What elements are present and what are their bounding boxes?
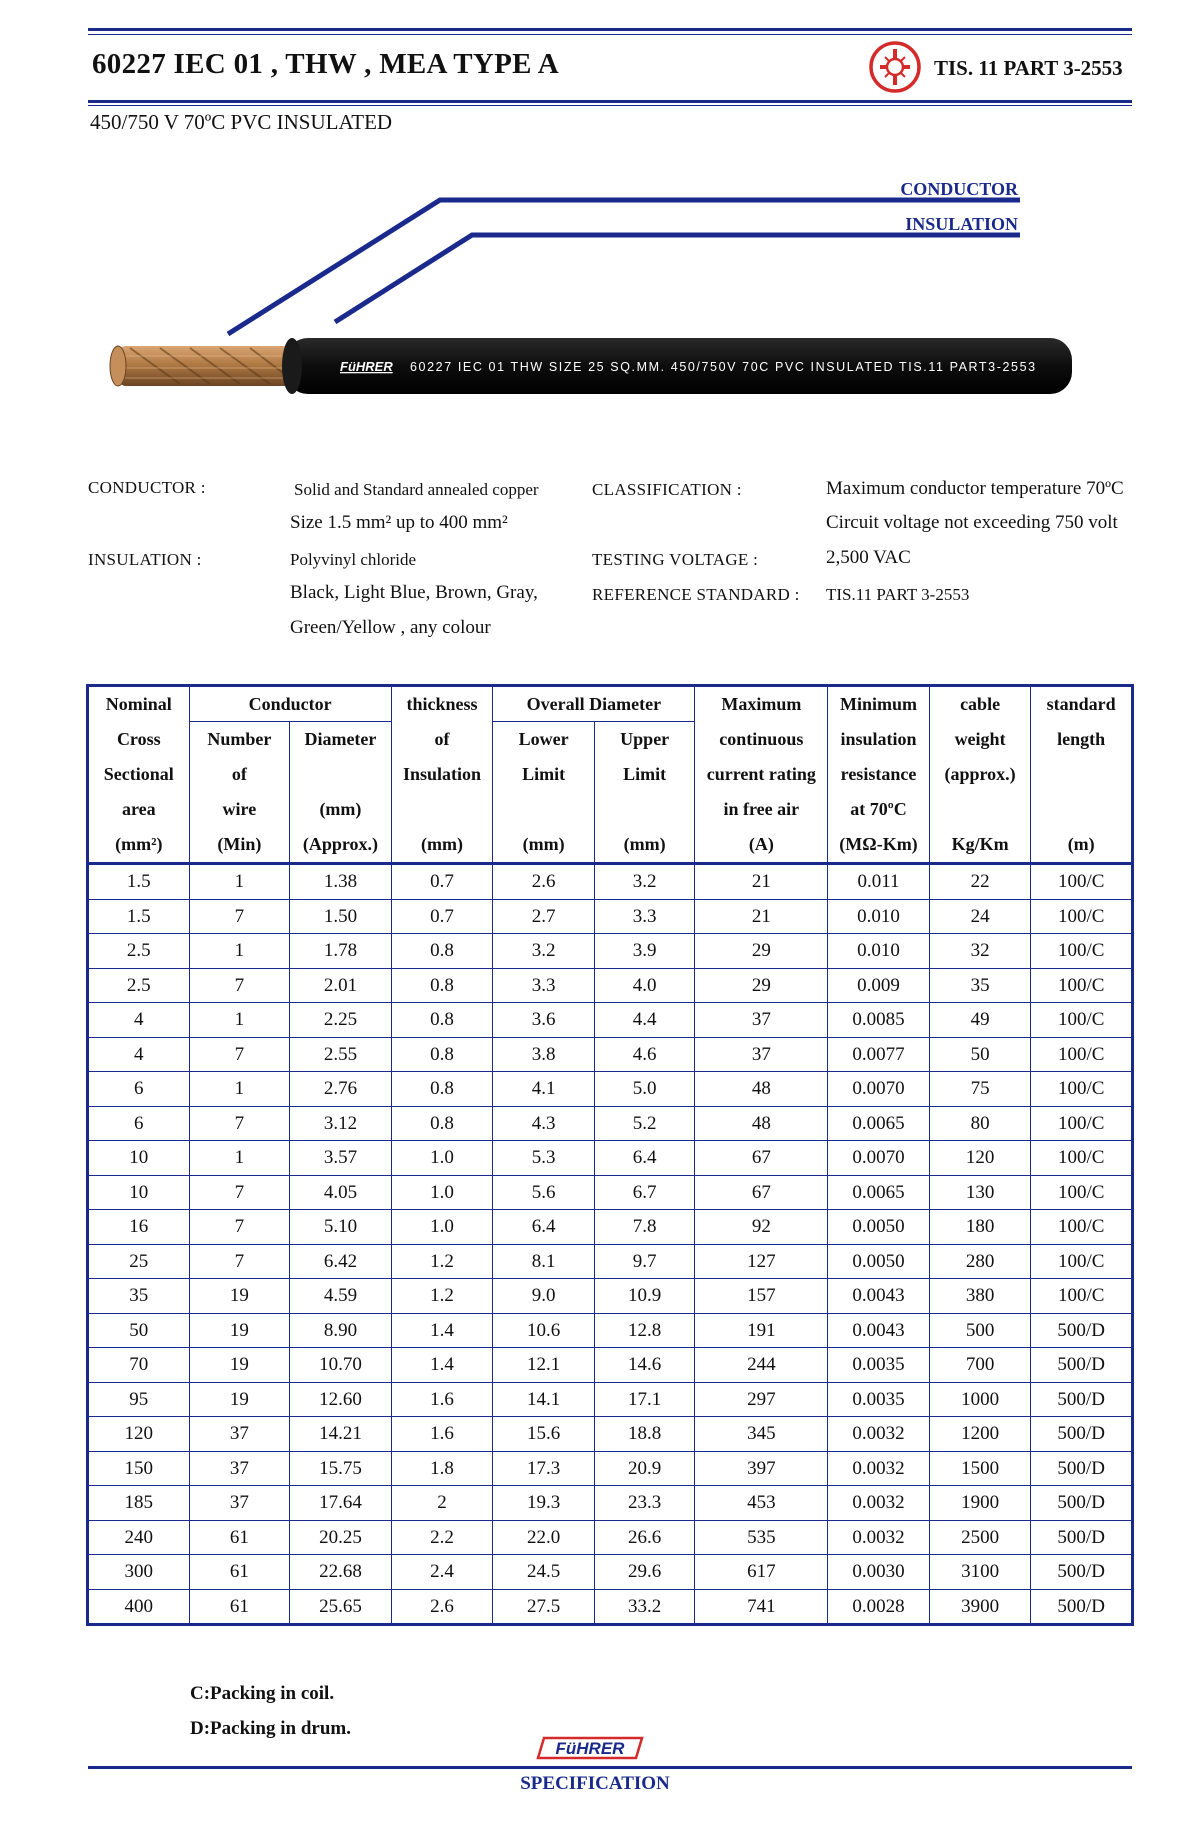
cell-length: 500/D: [1031, 1589, 1133, 1625]
header-lower-limit: Lower Limit: [493, 722, 595, 828]
cell-thickness: 1.6: [391, 1382, 493, 1417]
cell-area: 16: [88, 1210, 190, 1245]
cell-thickness: 1.2: [391, 1279, 493, 1314]
cell-current: 345: [695, 1417, 828, 1452]
cell-wires: 7: [189, 1106, 290, 1141]
spec-table: [86, 684, 1134, 1626]
cell-area: 35: [88, 1279, 190, 1314]
cell-wires: 7: [189, 1175, 290, 1210]
table-row: [88, 1244, 1133, 1279]
cell-length: 100/C: [1031, 1210, 1133, 1245]
header-upper-limit: Upper Limit: [594, 722, 695, 828]
cell-diameter: 1.50: [290, 899, 392, 934]
cell-lower: 19.3: [493, 1486, 595, 1521]
copper-conductor: [110, 346, 298, 386]
cell-length: 500/D: [1031, 1348, 1133, 1383]
cell-diameter: 1.38: [290, 864, 392, 900]
footer-specification-label: SPECIFICATION: [520, 1773, 670, 1794]
conductor-label: CONDUCTOR :: [88, 478, 206, 497]
cell-diameter: 17.64: [290, 1486, 392, 1521]
header-weight: cable weight (approx.): [929, 686, 1031, 828]
cell-thickness: 2.2: [391, 1520, 493, 1555]
cell-upper: 14.6: [594, 1348, 695, 1383]
cell-weight: 500: [929, 1313, 1031, 1348]
cell-resistance: 0.0043: [828, 1313, 930, 1348]
cell-upper: 4.0: [594, 968, 695, 1003]
cell-area: 4: [88, 1037, 190, 1072]
standard-reference: TIS. 11 PART 3-2553: [934, 56, 1123, 80]
cell-area: 1.5: [88, 864, 190, 900]
cell-resistance: 0.0043: [828, 1279, 930, 1314]
cell-area: 2.5: [88, 934, 190, 969]
cell-weight: 50: [929, 1037, 1031, 1072]
cell-current: 157: [695, 1279, 828, 1314]
cell-area: 6: [88, 1072, 190, 1107]
cell-wires: 1: [189, 1141, 290, 1176]
cell-area: 185: [88, 1486, 190, 1521]
cell-current: 48: [695, 1072, 828, 1107]
cell-upper: 23.3: [594, 1486, 695, 1521]
cell-length: 500/D: [1031, 1486, 1133, 1521]
unit-number: (Min): [189, 827, 290, 864]
cell-diameter: 2.25: [290, 1003, 392, 1038]
table-row: [88, 1106, 1133, 1141]
cell-area: 400: [88, 1589, 190, 1625]
cell-area: 10: [88, 1175, 190, 1210]
header-length: standard length: [1031, 686, 1133, 828]
cell-lower: 10.6: [493, 1313, 595, 1348]
cell-resistance: 0.0065: [828, 1175, 930, 1210]
testing-voltage-label: TESTING VOLTAGE :: [592, 550, 759, 569]
cell-current: 535: [695, 1520, 828, 1555]
insulation-value: Polyvinyl chloride: [290, 550, 417, 569]
table-row: [88, 1313, 1133, 1348]
cell-thickness: 0.7: [391, 864, 493, 900]
cell-lower: 17.3: [493, 1451, 595, 1486]
cell-area: 70: [88, 1348, 190, 1383]
table-row: [88, 1003, 1133, 1038]
reference-standard-label: REFERENCE STANDARD :: [592, 585, 800, 604]
unit-current: (A): [695, 827, 828, 864]
cell-wires: 61: [189, 1520, 290, 1555]
cell-diameter: 14.21: [290, 1417, 392, 1452]
cell-length: 100/C: [1031, 899, 1133, 934]
cell-current: 244: [695, 1348, 828, 1383]
cell-thickness: 1.4: [391, 1313, 493, 1348]
cell-length: 500/D: [1031, 1451, 1133, 1486]
spec-table-body: [88, 864, 1133, 1625]
cell-weight: 180: [929, 1210, 1031, 1245]
cell-diameter: 4.59: [290, 1279, 392, 1314]
cell-current: 617: [695, 1555, 828, 1590]
cell-lower: 3.8: [493, 1037, 595, 1072]
cell-diameter: 22.68: [290, 1555, 392, 1590]
cell-wires: 61: [189, 1555, 290, 1590]
cell-lower: 6.4: [493, 1210, 595, 1245]
header-current: Maximum continuous current rating in free air: [695, 686, 828, 828]
cell-diameter: 2.01: [290, 968, 392, 1003]
cell-wires: 37: [189, 1486, 290, 1521]
table-row: [88, 1210, 1133, 1245]
cell-wires: 1: [189, 1003, 290, 1038]
table-row: [88, 1555, 1133, 1590]
cell-wires: 1: [189, 864, 290, 900]
cell-current: 21: [695, 864, 828, 900]
cell-resistance: 0.0070: [828, 1072, 930, 1107]
cell-thickness: 1.0: [391, 1141, 493, 1176]
cell-diameter: 6.42: [290, 1244, 392, 1279]
cell-length: 500/D: [1031, 1520, 1133, 1555]
cell-thickness: 0.8: [391, 1003, 493, 1038]
cell-lower: 3.2: [493, 934, 595, 969]
cell-length: 100/C: [1031, 1244, 1133, 1279]
cell-current: 191: [695, 1313, 828, 1348]
cell-wires: 1: [189, 934, 290, 969]
cell-current: 67: [695, 1141, 828, 1176]
cell-lower: 3.3: [493, 968, 595, 1003]
table-row: [88, 1175, 1133, 1210]
cell-lower: 24.5: [493, 1555, 595, 1590]
insulation-label: INSULATION :: [88, 550, 202, 569]
cell-weight: 700: [929, 1348, 1031, 1383]
cell-current: 29: [695, 934, 828, 969]
unit-length: (m): [1031, 827, 1133, 864]
cell-lower: 14.1: [493, 1382, 595, 1417]
unit-resistance: (MΩ-Km): [828, 827, 930, 864]
cell-diameter: 2.76: [290, 1072, 392, 1107]
cell-resistance: 0.0028: [828, 1589, 930, 1625]
cell-weight: 380: [929, 1279, 1031, 1314]
cell-resistance: 0.0085: [828, 1003, 930, 1038]
cell-resistance: 0.0065: [828, 1106, 930, 1141]
header-resistance: Minimum insulation resistance at 70ºC: [828, 686, 930, 828]
insulation-leader-line: [335, 235, 1020, 322]
cell-upper: 18.8: [594, 1417, 695, 1452]
cell-thickness: 0.7: [391, 899, 493, 934]
cell-length: 500/D: [1031, 1555, 1133, 1590]
cell-wires: 19: [189, 1382, 290, 1417]
cell-diameter: 20.25: [290, 1520, 392, 1555]
insulation-colours-line-2: Green/Yellow , any colour: [290, 617, 491, 638]
cell-area: 25: [88, 1244, 190, 1279]
cell-wires: 7: [189, 1210, 290, 1245]
table-row: [88, 1486, 1133, 1521]
cell-area: 95: [88, 1382, 190, 1417]
table-row: [88, 1072, 1133, 1107]
cell-lower: 2.6: [493, 864, 595, 900]
cell-thickness: 1.6: [391, 1417, 493, 1452]
table-row: [88, 864, 1133, 900]
cell-thickness: 0.8: [391, 1037, 493, 1072]
cell-diameter: 12.60: [290, 1382, 392, 1417]
cell-weight: 75: [929, 1072, 1031, 1107]
unit-weight: Kg/Km: [929, 827, 1031, 864]
cell-diameter: 3.12: [290, 1106, 392, 1141]
cable-diagram: [0, 0, 1200, 420]
cell-lower: 12.1: [493, 1348, 595, 1383]
cell-resistance: 0.0030: [828, 1555, 930, 1590]
cable-print-text: 60227 IEC 01 THW SIZE 25 SQ.MM. 450/750V 70C PVC INSULATED TIS.11 PART3-2553: [410, 360, 1037, 374]
cell-upper: 4.4: [594, 1003, 695, 1038]
cell-length: 500/D: [1031, 1382, 1133, 1417]
cell-upper: 6.7: [594, 1175, 695, 1210]
cell-lower: 4.3: [493, 1106, 595, 1141]
classification-value-2: Circuit voltage not exceeding 750 volt: [826, 512, 1118, 533]
cell-weight: 80: [929, 1106, 1031, 1141]
cell-current: 37: [695, 1003, 828, 1038]
unit-thickness: (mm): [391, 827, 493, 864]
cell-weight: 49: [929, 1003, 1031, 1038]
cell-diameter: 25.65: [290, 1589, 392, 1625]
cell-wires: 37: [189, 1417, 290, 1452]
cell-diameter: 4.05: [290, 1175, 392, 1210]
cell-area: 10: [88, 1141, 190, 1176]
cell-area: 4: [88, 1003, 190, 1038]
header-conductor-group: Conductor: [189, 686, 391, 722]
table-row: [88, 1520, 1133, 1555]
cell-thickness: 0.8: [391, 934, 493, 969]
cell-length: 100/C: [1031, 1072, 1133, 1107]
cell-area: 1.5: [88, 899, 190, 934]
table-row: [88, 1417, 1133, 1452]
cell-wires: 19: [189, 1348, 290, 1383]
cell-upper: 6.4: [594, 1141, 695, 1176]
cell-area: 300: [88, 1555, 190, 1590]
cell-upper: 33.2: [594, 1589, 695, 1625]
cell-upper: 3.2: [594, 864, 695, 900]
cable-print-brand: FüHRER: [340, 359, 393, 374]
cell-wires: 7: [189, 968, 290, 1003]
unit-lower: (mm): [493, 827, 595, 864]
cell-weight: 120: [929, 1141, 1031, 1176]
unit-diameter: (Approx.): [290, 827, 392, 864]
cell-length: 100/C: [1031, 1279, 1133, 1314]
note-drum: D:Packing in drum.: [190, 1718, 351, 1739]
cell-resistance: 0.0035: [828, 1382, 930, 1417]
cell-area: 150: [88, 1451, 190, 1486]
unit-upper: (mm): [594, 827, 695, 864]
cell-wires: 7: [189, 1244, 290, 1279]
cell-resistance: 0.0050: [828, 1244, 930, 1279]
cell-length: 500/D: [1031, 1313, 1133, 1348]
cell-diameter: 5.10: [290, 1210, 392, 1245]
cell-weight: 22: [929, 864, 1031, 900]
cell-lower: 8.1: [493, 1244, 595, 1279]
cell-resistance: 0.0032: [828, 1520, 930, 1555]
header-overall-diameter-group: Overall Diameter: [493, 686, 695, 722]
table-row: [88, 899, 1133, 934]
cell-diameter: 10.70: [290, 1348, 392, 1383]
cell-thickness: 0.8: [391, 968, 493, 1003]
cell-current: 127: [695, 1244, 828, 1279]
cell-area: 120: [88, 1417, 190, 1452]
cell-weight: 1000: [929, 1382, 1031, 1417]
cell-weight: 3100: [929, 1555, 1031, 1590]
cell-current: 29: [695, 968, 828, 1003]
table-row: [88, 1037, 1133, 1072]
cell-thickness: 2: [391, 1486, 493, 1521]
cell-current: 92: [695, 1210, 828, 1245]
cell-resistance: 0.010: [828, 934, 930, 969]
header-nominal: Nominal Cross Sectional area: [88, 686, 190, 828]
table-row: [88, 1279, 1133, 1314]
cell-upper: 7.8: [594, 1210, 695, 1245]
cell-upper: 9.7: [594, 1244, 695, 1279]
cell-upper: 12.8: [594, 1313, 695, 1348]
cell-wires: 19: [189, 1313, 290, 1348]
note-coil: C:Packing in coil.: [190, 1683, 335, 1704]
cell-upper: 5.0: [594, 1072, 695, 1107]
cell-thickness: 1.4: [391, 1348, 493, 1383]
cell-wires: 61: [189, 1589, 290, 1625]
cell-area: 240: [88, 1520, 190, 1555]
cell-thickness: 1.0: [391, 1210, 493, 1245]
label-conductor: CONDUCTOR: [900, 179, 1018, 199]
cell-thickness: 1.8: [391, 1451, 493, 1486]
cell-thickness: 0.8: [391, 1106, 493, 1141]
cell-upper: 3.3: [594, 899, 695, 934]
cell-current: 67: [695, 1175, 828, 1210]
cell-thickness: 1.2: [391, 1244, 493, 1279]
table-row: [88, 1451, 1133, 1486]
cell-resistance: 0.0070: [828, 1141, 930, 1176]
cell-resistance: 0.0050: [828, 1210, 930, 1245]
cell-upper: 3.9: [594, 934, 695, 969]
cell-current: 37: [695, 1037, 828, 1072]
cell-wires: 37: [189, 1451, 290, 1486]
fuhrer-logo: [530, 1732, 650, 1764]
cell-weight: 280: [929, 1244, 1031, 1279]
cell-current: 48: [695, 1106, 828, 1141]
page-title: 60227 IEC 01 , THW , MEA TYPE A: [92, 48, 559, 80]
cell-resistance: 0.0032: [828, 1417, 930, 1452]
cell-wires: 1: [189, 1072, 290, 1107]
cell-lower: 3.6: [493, 1003, 595, 1038]
cell-resistance: 0.009: [828, 968, 930, 1003]
cell-current: 297: [695, 1382, 828, 1417]
header-diameter: Diameter (mm): [290, 722, 392, 828]
cell-weight: 130: [929, 1175, 1031, 1210]
page-subtitle: 450/750 V 70ºC PVC INSULATED: [90, 110, 393, 134]
classification-label: CLASSIFICATION :: [592, 480, 742, 499]
cell-length: 100/C: [1031, 864, 1133, 900]
cell-thickness: 2.4: [391, 1555, 493, 1590]
cell-length: 100/C: [1031, 1106, 1133, 1141]
cell-lower: 5.3: [493, 1141, 595, 1176]
cell-weight: 3900: [929, 1589, 1031, 1625]
cell-resistance: 0.0035: [828, 1348, 930, 1383]
table-row: [88, 1348, 1133, 1383]
insulation-colours-line-1: Black, Light Blue, Brown, Gray,: [290, 582, 538, 603]
cell-lower: 27.5: [493, 1589, 595, 1625]
cell-area: 50: [88, 1313, 190, 1348]
table-row: [88, 1589, 1133, 1625]
cell-current: 741: [695, 1589, 828, 1625]
cell-lower: 22.0: [493, 1520, 595, 1555]
cell-length: 100/C: [1031, 1141, 1133, 1176]
cell-thickness: 0.8: [391, 1072, 493, 1107]
cell-lower: 4.1: [493, 1072, 595, 1107]
cell-length: 100/C: [1031, 968, 1133, 1003]
cell-upper: 10.9: [594, 1279, 695, 1314]
header-number-of-wire: Number of wire: [189, 722, 290, 828]
cell-wires: 7: [189, 899, 290, 934]
testing-voltage-value: 2,500 VAC: [826, 547, 911, 568]
table-row: [88, 968, 1133, 1003]
cell-wires: 7: [189, 1037, 290, 1072]
cell-upper: 17.1: [594, 1382, 695, 1417]
cell-current: 21: [695, 899, 828, 934]
unit-nominal: (mm²): [88, 827, 190, 864]
cell-length: 100/C: [1031, 1037, 1133, 1072]
cell-weight: 1200: [929, 1417, 1031, 1452]
cell-weight: 24: [929, 899, 1031, 934]
cell-resistance: 0.010: [828, 899, 930, 934]
cell-upper: 20.9: [594, 1451, 695, 1486]
cell-weight: 1900: [929, 1486, 1031, 1521]
cell-upper: 26.6: [594, 1520, 695, 1555]
cell-upper: 4.6: [594, 1037, 695, 1072]
cell-thickness: 1.0: [391, 1175, 493, 1210]
cell-resistance: 0.0032: [828, 1451, 930, 1486]
reference-standard-value: TIS.11 PART 3-2553: [826, 585, 970, 604]
classification-value-1: Maximum conductor temperature 70ºC: [826, 478, 1124, 499]
cell-lower: 9.0: [493, 1279, 595, 1314]
conductor-value: Solid and Standard annealed copper: [294, 480, 539, 499]
footer-brand: FüHRER: [555, 1739, 625, 1758]
cell-lower: 15.6: [493, 1417, 595, 1452]
cell-upper: 29.6: [594, 1555, 695, 1590]
cell-current: 453: [695, 1486, 828, 1521]
cell-resistance: 0.011: [828, 864, 930, 900]
table-row: [88, 1382, 1133, 1417]
cell-weight: 2500: [929, 1520, 1031, 1555]
cell-diameter: 8.90: [290, 1313, 392, 1348]
cell-current: 397: [695, 1451, 828, 1486]
cell-diameter: 2.55: [290, 1037, 392, 1072]
header-thickness: thickness of Insulation: [391, 686, 493, 828]
cell-length: 500/D: [1031, 1417, 1133, 1452]
cell-lower: 5.6: [493, 1175, 595, 1210]
table-row: [88, 934, 1133, 969]
label-insulation: INSULATION: [905, 214, 1018, 234]
cell-weight: 35: [929, 968, 1031, 1003]
table-row: [88, 1141, 1133, 1176]
cell-weight: 1500: [929, 1451, 1031, 1486]
cell-resistance: 0.0077: [828, 1037, 930, 1072]
cell-diameter: 1.78: [290, 934, 392, 969]
cell-weight: 32: [929, 934, 1031, 969]
cell-length: 100/C: [1031, 1175, 1133, 1210]
cell-area: 2.5: [88, 968, 190, 1003]
cell-resistance: 0.0032: [828, 1486, 930, 1521]
cell-upper: 5.2: [594, 1106, 695, 1141]
cell-thickness: 2.6: [391, 1589, 493, 1625]
cell-area: 6: [88, 1106, 190, 1141]
cell-diameter: 15.75: [290, 1451, 392, 1486]
cell-lower: 2.7: [493, 899, 595, 934]
cell-length: 100/C: [1031, 934, 1133, 969]
cell-wires: 19: [189, 1279, 290, 1314]
cell-length: 100/C: [1031, 1003, 1133, 1038]
footer-rule: [88, 1766, 1132, 1769]
cell-diameter: 3.57: [290, 1141, 392, 1176]
conductor-size: Size 1.5 mm² up to 400 mm²: [290, 512, 508, 533]
